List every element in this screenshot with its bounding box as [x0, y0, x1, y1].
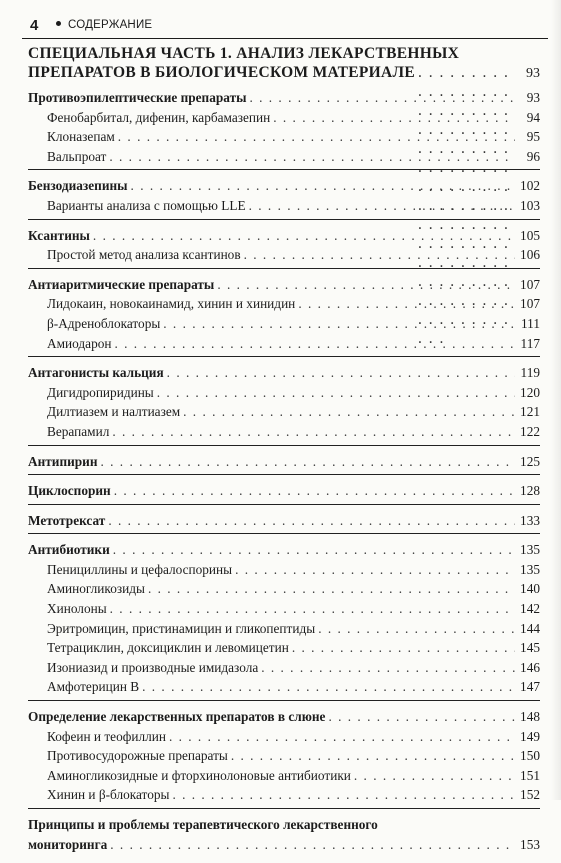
page-ref: 117: [520, 335, 540, 351]
page-ref: 152: [520, 787, 540, 803]
entry-title: Ксантины: [28, 227, 90, 243]
leader-dots: [298, 294, 515, 314]
page-ref: 121: [520, 404, 540, 420]
page-number: 4: [30, 17, 39, 34]
toc-subentry: [28, 334, 540, 354]
page-ref: 96: [526, 148, 540, 164]
entry-title: Амиодарон: [47, 335, 112, 351]
page-ref: 111: [521, 315, 540, 331]
leader-dots: [249, 196, 515, 216]
leader-dots: [110, 835, 515, 855]
leader-dots: [118, 127, 515, 147]
page-ref: 128: [520, 483, 540, 499]
running-header-title: СОДЕРЖАНИЕ: [68, 19, 153, 31]
toc-subentry: [28, 560, 540, 580]
toc-group-heading: [28, 707, 540, 727]
entry-title: Аминогликозиды: [47, 581, 145, 597]
toc-group: [28, 275, 540, 357]
toc-entries: [28, 88, 540, 863]
bullet-icon: [56, 21, 61, 26]
toc-group: [28, 88, 540, 170]
toc-subentry: [28, 402, 540, 422]
leader-dots: [114, 481, 515, 501]
leader-dots: [148, 579, 515, 599]
page-ref: 135: [520, 561, 540, 577]
entry-title: Тетрациклин, доксициклин и левомицетин: [47, 640, 289, 656]
page-ref: 140: [520, 581, 540, 597]
toc-subentry: [28, 147, 540, 167]
header-rule: [22, 38, 548, 39]
leader-dots: [157, 383, 515, 403]
entry-title: Антибиотики: [28, 542, 110, 558]
page-ref: 133: [520, 512, 540, 528]
toc-group: [28, 540, 540, 701]
toc-group-heading: [28, 481, 540, 501]
leader-dots: [131, 176, 515, 196]
leader-dots: [273, 108, 515, 128]
page-ref: 145: [520, 640, 540, 656]
toc-subentry: [28, 619, 540, 639]
page-ref: 95: [526, 129, 540, 145]
page-ref: 144: [520, 620, 540, 636]
toc-group-heading: [28, 275, 540, 295]
entry-title: Противоэпилептические препараты: [28, 90, 247, 105]
entry-title: Дигидропиридины: [47, 384, 154, 400]
toc-subentry: [28, 579, 540, 599]
toc-subentry: [28, 196, 540, 216]
toc-subentry: [28, 785, 540, 805]
page-ref: 105: [520, 227, 540, 243]
leader-dots: [108, 511, 515, 531]
leader-dots: [163, 314, 515, 334]
leader-dots: [235, 560, 515, 580]
entry-title: Антиаритмические препараты: [28, 276, 215, 292]
entry-title: Кофеин и теофиллин: [47, 728, 166, 744]
leader-dots: [114, 334, 515, 354]
toc-group-heading: [28, 176, 540, 196]
entry-title: Простой метод анализа ксантинов: [47, 247, 241, 263]
part-title-line1: СПЕЦИАЛЬНАЯ ЧАСТЬ 1. АНАЛИЗ ЛЕКАРСТВЕННЫХ: [28, 45, 460, 62]
toc-group: [28, 363, 540, 445]
page-ref: 107: [520, 296, 540, 312]
page-ref: 102: [520, 178, 540, 194]
page-ref: 149: [520, 728, 540, 744]
entry-title: Аминогликозидные и фторхинолоновые антибиотики: [47, 767, 351, 783]
toc-group: [28, 815, 540, 857]
entry-title: Варианты анализа с помощью LLE: [47, 197, 246, 213]
toc-group: [28, 481, 540, 505]
entry-title: Лидокаин, новокаинамид, хинин и хинидин: [47, 296, 296, 312]
toc-group-heading: [28, 540, 540, 560]
page-ref: 106: [520, 247, 540, 263]
page-ref: 146: [520, 659, 540, 675]
page-ref: 93: [526, 90, 540, 105]
leader-dots: [112, 422, 515, 442]
page-ref: 148: [520, 709, 540, 725]
leader-dots: [183, 402, 515, 422]
page-ref: 122: [520, 423, 540, 439]
toc-group: [28, 452, 540, 476]
entry-title: Амфотерицин B: [47, 679, 140, 695]
leader-dots: [109, 147, 515, 167]
page-ref: 153: [520, 836, 540, 852]
toc-subentry: [28, 245, 540, 265]
page-ref: 119: [520, 365, 540, 381]
toc-group: [28, 511, 540, 535]
entry-title: β-Адреноблокаторы: [47, 315, 161, 331]
entry-title: Бензодиазепины: [28, 178, 128, 194]
entry-title: Антипирин: [28, 453, 98, 469]
leader-dots: [249, 88, 515, 108]
entry-title: Хинин и β-блокаторы: [47, 787, 170, 803]
toc-subentry: [28, 599, 540, 619]
leader-dots: [231, 746, 515, 766]
toc-subentry: [28, 766, 540, 786]
entry-title-line1: Принципы и проблемы терапевтического лекарственного: [28, 817, 378, 832]
leader-dots: [172, 785, 515, 805]
leader-dots: [244, 245, 515, 265]
page-ref: 147: [520, 679, 540, 695]
toc-subentry: [28, 727, 540, 747]
entry-title: мониторинга: [28, 836, 108, 852]
entry-title: Определение лекарственных препаратов в слюне: [28, 709, 326, 725]
entry-title: Хинолоны: [47, 601, 107, 617]
leader-dots: [292, 638, 515, 658]
toc-group: [28, 176, 540, 219]
leader-dots: [261, 658, 515, 678]
page-ref: 107: [520, 276, 540, 292]
leader-dots: [101, 452, 516, 472]
entry-title: Противосудорожные препараты: [47, 748, 228, 764]
page-ref: 120: [520, 384, 540, 400]
page-ref: 94: [526, 109, 540, 125]
entry-title: Метотрексат: [28, 512, 106, 528]
entry-title: Клоназепам: [47, 129, 115, 145]
entry-title: Вальпроат: [47, 148, 107, 164]
entry-title: Изониазид и производные имидазола: [47, 659, 259, 675]
toc-subentry: [28, 638, 540, 658]
toc-group-heading: [28, 452, 540, 472]
page-ref: 150: [520, 748, 540, 764]
toc-group: [28, 707, 540, 809]
entry-title: Антагонисты кальция: [28, 365, 164, 381]
leader-dots: [354, 766, 515, 786]
page-ref: 103: [520, 197, 540, 213]
leader-dots: [167, 363, 515, 383]
page-edge-shadow: [551, 0, 561, 800]
entry-title: Эритромицин, пристинамицин и гликопептиды: [47, 620, 316, 636]
toc-group: [28, 226, 540, 269]
entry-title: Фенобарбитал, дифенин, карбамазепин: [47, 109, 271, 125]
toc-subentry: [28, 383, 540, 403]
toc-group-heading: [28, 835, 540, 855]
entry-title: Верапамил: [47, 423, 110, 439]
running-header: [22, 16, 542, 38]
leader-dots: [169, 727, 515, 747]
part-title-line2: ПРЕПАРАТОВ В БИОЛОГИЧЕСКОМ МАТЕРИАЛЕ: [28, 64, 416, 81]
toc-subentry: [28, 108, 540, 128]
toc-subentry: [28, 314, 540, 334]
page-ref: 93: [526, 66, 540, 81]
leader-dots: [142, 677, 515, 697]
toc-group-heading: [28, 511, 540, 531]
toc-subentry: [28, 746, 540, 766]
leader-dots: [318, 619, 515, 639]
page-ref: 142: [520, 601, 540, 617]
leader-dots: [217, 275, 515, 295]
entry-title: Пенициллины и цефалоспорины: [47, 561, 233, 577]
toc-group-heading: [28, 88, 540, 108]
page-ref: 151: [520, 767, 540, 783]
toc-subentry: [28, 677, 540, 697]
toc-subentry: [28, 658, 540, 678]
toc-subentry: [28, 294, 540, 314]
page-ref: 135: [520, 542, 540, 558]
leader-dots: [328, 707, 515, 727]
toc-group-heading: [28, 226, 540, 246]
toc-subentry: [28, 422, 540, 442]
toc-subentry: [28, 127, 540, 147]
entry-title: Дилтиазем и налтиазем: [47, 404, 181, 420]
leader-dots: [113, 540, 515, 560]
entry-title: Циклоспорин: [28, 483, 111, 499]
page-ref: 125: [520, 453, 540, 469]
toc-group-heading: [28, 363, 540, 383]
leader-dots: [110, 599, 515, 619]
leader-dots: [93, 226, 515, 246]
